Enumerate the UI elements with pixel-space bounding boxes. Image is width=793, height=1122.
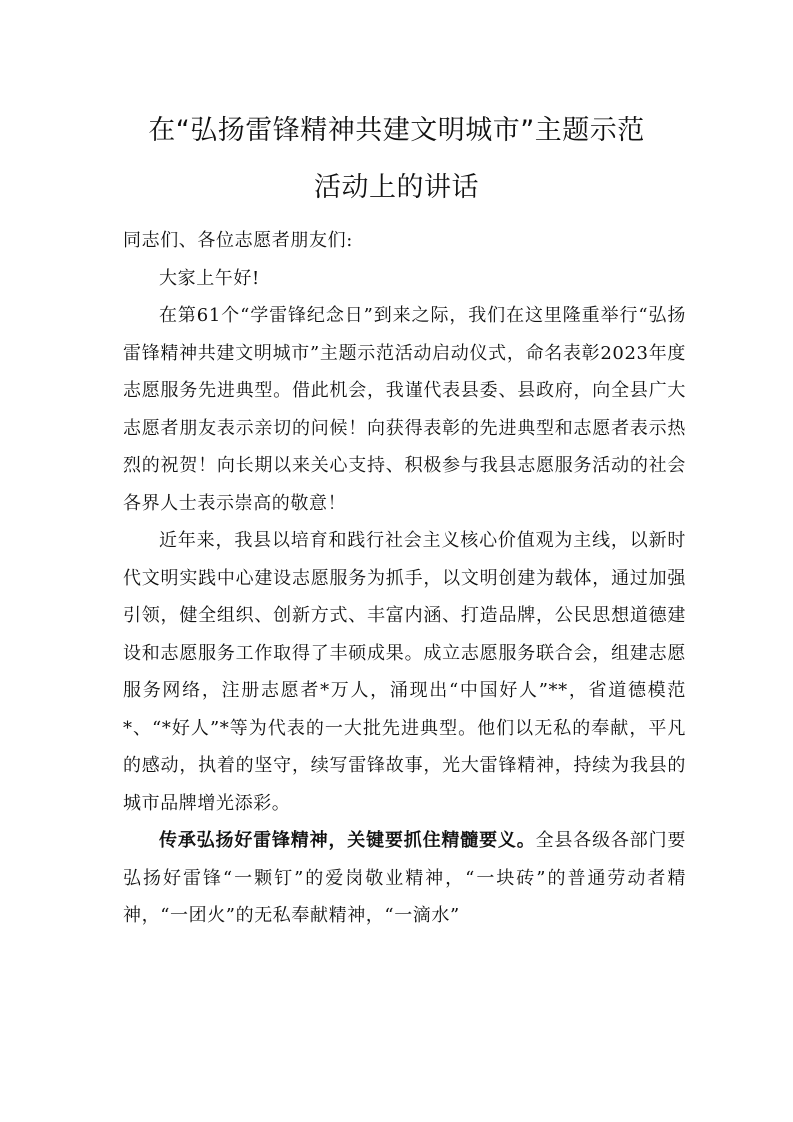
greeting: 大家上午好! [159, 267, 260, 289]
paragraph-1: 在第61个“学雷锋纪念日”到来之际，我们在这里隆重举行“弘扬雷锋精神共建文明城市”主题示范活动启动仪式，命名表彰2023年度志愿服务先进典型。借此机会，我谨代表县委、县政府，向全县广大志愿者朋友表示亲切的问候！向获得表彰的先进典型和志愿者表示热烈的祝贺！向长期以来关心支持、积极参与我县志愿服务活动的社会各界人士表示崇高的敬意！ [123, 305, 686, 514]
salutation: 同志们、各位志愿者朋友们: [123, 230, 353, 251]
paragraph-3 [123, 822, 686, 935]
document-title-line-1: 在“弘扬雷锋精神共建文明城市”主题示范 [148, 115, 645, 146]
paragraph-3-lead: 传承弘扬好雷锋精神，关键要抓住精髓要义。 [159, 830, 536, 851]
paragraph-2: 近年来，我县以培育和践行社会主义核心价值观为主线，以新时代文明实践中心建设志愿服务为抓手，以文明创建为载体，通过加强引领，健全组织、创新方式、丰富内涵、打造品牌，公民思想道德建设和志愿服务工作取得了丰硕成果。成立志愿服务联合会，组建志愿服务网络，注册志愿者*万人，涌现出“中国好人”**，省道德模范*、“*好人”*等为代表的一大批先进典型。他们以无私的奉献，平凡的感动，执着的坚守，续写雷锋故事，光大雷锋精神，持续为我县的城市品牌增光添彩。 [123, 530, 686, 814]
document-title-line-2: 活动上的讲话 [314, 172, 479, 203]
paragraph-3-text: 全县各级各部门要弘扬好雷锋“一颗钉”的爱岗敬业精神，“一块砖”的普通劳动者精神，“一团火”的无私奉献精神，“一滴水” [123, 830, 686, 926]
document-body [123, 222, 686, 935]
